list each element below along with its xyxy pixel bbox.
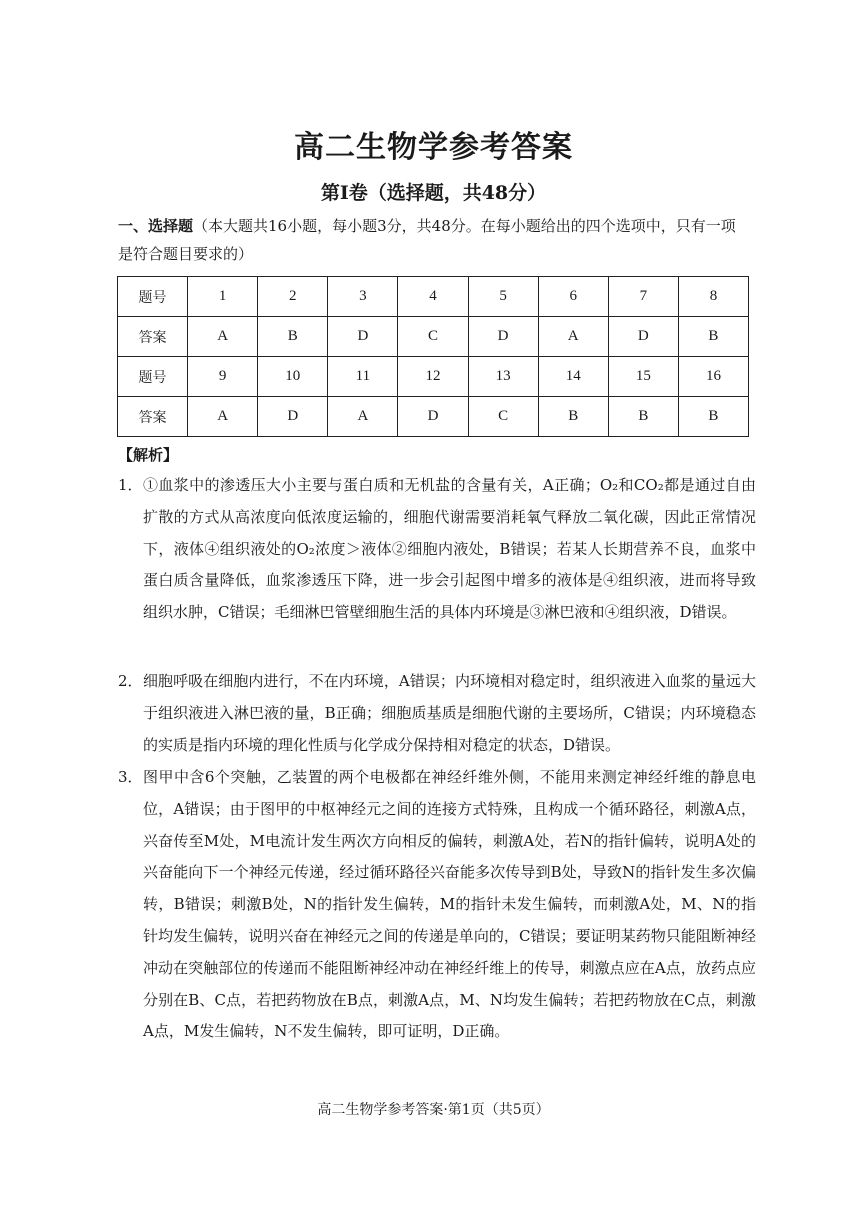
table-cell: 1 — [188, 277, 258, 317]
table-cell: 16 — [678, 357, 748, 397]
explanation-number: 1． — [118, 476, 143, 494]
table-cell: 6 — [538, 277, 608, 317]
table-cell: 9 — [188, 357, 258, 397]
table-cell: 13 — [468, 357, 538, 397]
table-cell: D — [468, 317, 538, 357]
table-cell: 5 — [468, 277, 538, 317]
table-cell: D — [258, 397, 328, 437]
table-cell: 10 — [258, 357, 328, 397]
explanation-text: 细胞呼吸在细胞内进行，不在内环境，A错误；内环境相对稳定时，组织液进入血浆的量远大于组织液进入淋巴液的量，B正确；细胞质基质是细胞代谢的主要场所，C错误；内环境稳态的实质是指内环境的理化性质与化学成分保持相对稳定的状态，D错误。 — [143, 672, 756, 754]
row-header-cell: 答案 — [118, 317, 188, 357]
explanation-text: ①血浆中的渗透压大小主要与蛋白质和无机盐的含量有关，A正确；O₂和CO₂都是通过自由扩散的方式从高浓度向低浓度运输的，细胞代谢需要消耗氧气释放二氧化碳，因此正常情况下，液体④组织液处的O₂浓度＞液体②细胞内液处，B错误；若某人长期营养不良，血浆中蛋白质含量降低，血浆渗透压下降，进一步会引起图中增多的液体是④组织液，进而将导致组织水肿，C错误；毛细淋巴管壁细胞生活的具体内环境是③淋巴液和④组织液，D错误。 — [143, 476, 756, 622]
table-cell: 4 — [398, 277, 468, 317]
table-row — [118, 397, 749, 437]
explanation-item-2 — [118, 666, 756, 761]
section-subtitle: 第Ⅰ卷（选择题，共48分） — [320, 182, 547, 204]
table-cell: B — [608, 397, 678, 437]
table-cell: 8 — [678, 277, 748, 317]
section-label: 一、选择题 — [118, 217, 194, 235]
table-cell: B — [678, 397, 748, 437]
explanation-heading: 【解析】 — [118, 446, 179, 464]
table-cell: A — [188, 317, 258, 357]
question-section-intro — [118, 212, 750, 268]
table-cell: A — [188, 397, 258, 437]
table-cell: A — [538, 317, 608, 357]
table-cell: 12 — [398, 357, 468, 397]
table-cell: 15 — [608, 357, 678, 397]
table-cell: A — [328, 397, 398, 437]
table-row — [118, 277, 749, 317]
table-row — [118, 317, 749, 357]
row-header-cell: 题号 — [118, 357, 188, 397]
table-cell: 2 — [258, 277, 328, 317]
explanation-number: 2． — [118, 672, 143, 690]
table-cell: 3 — [328, 277, 398, 317]
table-cell: 7 — [608, 277, 678, 317]
explanation-item-1 — [118, 470, 756, 629]
explanation-number: 3． — [118, 768, 143, 786]
table-cell: B — [538, 397, 608, 437]
explanation-text: 图甲中含6个突触，乙装置的两个电极都在神经纤维外侧，不能用来测定神经纤维的静息电位，A错误；由于图甲的中枢神经元之间的连接方式特殊，且构成一个循环路径，刺激A点，兴奋传至M处，M电流计发生两次方向相反的偏转，刺激A处，若N的指针偏转，说明A处的兴奋能向下一个神经元传递，经过循环路径兴奋能多次传导到B处，导致N的指针发生多次偏转，B错误；刺激B处，N的指针发生偏转，M的指针未发生偏转，而刺激A处，M、N的指针均发生偏转，说明兴奋在神经元之间的传递是单向的，C错误；要证明某药物只能阻断神经冲动在突触部位的传递而不能阻断神经冲动在神经纤维上的传导，刺激点应在A点，放药点应分别在B、C点，若把药物放在B点，刺激A点，M、N均发生偏转；若把药物放在C点，刺激A点，M发生偏转，N不发生偏转，即可证明，D正确。 — [143, 768, 756, 1041]
table-cell: B — [258, 317, 328, 357]
page-footer: 高二生物学参考答案·第1页（共5页） — [317, 1102, 550, 1118]
table-cell: D — [398, 397, 468, 437]
page-title: 高二生物学参考答案 — [294, 130, 573, 165]
table-cell: D — [328, 317, 398, 357]
row-header-cell: 答案 — [118, 397, 188, 437]
row-header-cell: 题号 — [118, 277, 188, 317]
table-cell: 11 — [328, 357, 398, 397]
explanation-item-3 — [118, 762, 756, 1048]
section-description: （本大题共16小题，每小题3分，共48分。在每小题给出的四个选项中，只有一项是符合题目要求的） — [118, 217, 736, 263]
table-row — [118, 357, 749, 397]
table-cell: 14 — [538, 357, 608, 397]
table-cell: C — [468, 397, 538, 437]
table-cell: D — [608, 317, 678, 357]
answer-table — [117, 276, 749, 437]
table-cell: C — [398, 317, 468, 357]
table-cell: B — [678, 317, 748, 357]
